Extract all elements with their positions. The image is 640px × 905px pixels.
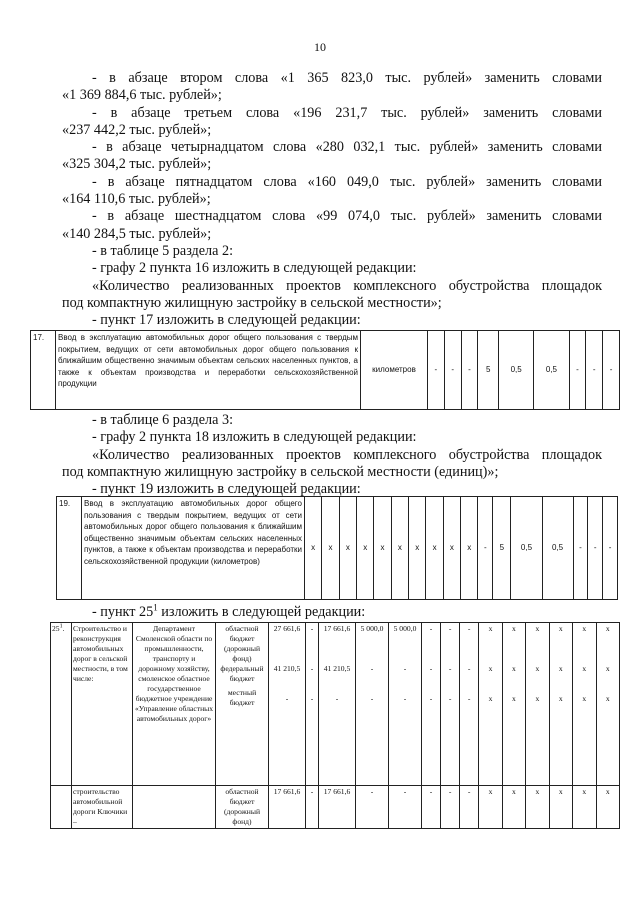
rest-col: - - - xyxy=(422,623,441,786)
rest-col: х х х xyxy=(573,623,596,786)
value-cell: 0,5 xyxy=(511,497,542,600)
rest-col: х х х xyxy=(502,623,525,786)
value-cell: x xyxy=(443,497,460,600)
value-cell: - xyxy=(478,497,493,600)
funding-sources xyxy=(216,623,269,786)
value-cell: 5 xyxy=(478,331,499,410)
rest-col: х х х xyxy=(479,623,502,786)
col1: - - - xyxy=(306,623,319,786)
paragraph-line: «237 442,2 тыс. рублей»; xyxy=(62,121,212,138)
table-row: строительство автомобильной дороги Ключики – областной бюджет (дорожный фонд) 17 661,6 - 17 661,6 - - - - - х х х х х х xyxy=(51,786,620,829)
table-row xyxy=(57,497,618,600)
table6-item-line: - пункт 19 изложить в следующей редакции: xyxy=(92,481,361,498)
rest-col: х х х xyxy=(549,623,572,786)
value-cell: x xyxy=(409,497,426,600)
source-name: федеральный бюджет xyxy=(220,664,264,683)
value-cell: - xyxy=(569,331,586,410)
rest-col: - - - xyxy=(460,623,479,786)
table5-item-line: - пункт 17 изложить в следующей редакции: xyxy=(92,312,361,329)
table6-paragraphs xyxy=(62,412,602,498)
value-cell: x xyxy=(391,497,408,600)
paragraph-line: «164 110,6 тыс. рублей»; xyxy=(62,191,211,208)
row-unit: километров xyxy=(361,331,428,410)
table-row xyxy=(31,331,620,410)
table-item-17 xyxy=(30,330,620,410)
value-cell: - xyxy=(603,497,618,600)
row-description: Ввод в эксплуатацию автомобильных дорог общего пользования с твердым покрытием, ведущих от сети автомобильных дорог общего пользования к ближайшим общественно значимым объектам сельских населенных пунктов, а также к объектам производства и переработки сельскохозяйственной продукции (километров) xyxy=(82,497,305,600)
value-cell: - xyxy=(573,497,588,600)
table6-quote-line: «Количество реализованных проектов комплексного обустройства площадок xyxy=(92,446,602,463)
value-cell: 0,5 xyxy=(534,331,569,410)
table6-graph-line: - графу 2 пункта 18 изложить в следующей редакции: xyxy=(92,429,417,446)
row-number: 17. xyxy=(31,331,56,410)
source-name: областной бюджет (дорожный фонд) xyxy=(223,624,261,663)
row-number: $25^1$. xyxy=(51,623,72,786)
row2-title: строительство автомобильной дороги Ключики – xyxy=(72,786,133,829)
table6-heading: - в таблице 6 раздела 3: xyxy=(92,412,234,428)
table-row xyxy=(51,623,620,786)
table-item-25-1 xyxy=(50,622,620,829)
row-executor: Департамент Смоленской области по промышленности, транспорту и дорожному хозяйству, смоленское областное государственное бюджетное учреждение «Управление областных автомобильных дорог» xyxy=(133,623,216,786)
col4: 5 000,0 - - xyxy=(389,623,422,786)
row-number: 19. xyxy=(57,497,82,600)
value-cell: 0,5 xyxy=(499,331,534,410)
col3: 5 000,0 - - xyxy=(356,623,389,786)
paragraph-line: «140 284,5 тыс. рублей»; xyxy=(62,225,212,242)
value-cell: 0,5 xyxy=(542,497,573,600)
value-cell: 5 xyxy=(493,497,511,600)
table5-quote-line: под компактную жилищную застройку в сельской местности»; xyxy=(62,294,442,311)
value-cell: x xyxy=(374,497,391,600)
source-name: местный бюджет xyxy=(227,688,257,707)
value-cell: x xyxy=(426,497,443,600)
item25-sup: 1 xyxy=(153,602,158,613)
table-item-19 xyxy=(56,496,618,600)
paragraph-line: - в абзаце втором слова «1 365 823,0 тыс. рублей» заменить словами xyxy=(92,70,602,86)
value-cell: - xyxy=(588,497,603,600)
col2: 17 661,6 41 210,5 - xyxy=(319,623,356,786)
item25-suffix: изложить в следующей редакции: xyxy=(157,604,366,620)
row-title: Строительство и реконструкция автомобильных дорог в сельской местности, в том числе: xyxy=(72,623,133,786)
row2-source: областной бюджет (дорожный фонд) xyxy=(216,786,269,829)
total-column: 27 661,6 41 210,5 - xyxy=(269,623,306,786)
paragraph-line: - в абзаце шестнадцатом слова «99 074,0 тыс. рублей» заменить словами xyxy=(92,208,602,225)
item25-line xyxy=(62,604,602,621)
item25-prefix: - пункт 25 xyxy=(92,604,154,620)
amendment-paragraphs xyxy=(62,70,602,329)
paragraph-line: - в абзаце третьем слова «196 231,7 тыс. рублей» заменить словами xyxy=(92,104,602,121)
value-cell: x xyxy=(339,497,356,600)
row-description: Ввод в эксплуатацию автомобильных дорог общего пользования с твердым покрытием, ведущих от сети автомобильных дорог общего пользования к ближайшим общественно значимым объектам сельских населенных пунктов, а также к объектам производства и переработки сельскохозяйственной продукции xyxy=(56,331,361,410)
table5-heading: - в таблице 5 раздела 2: xyxy=(92,242,234,259)
table6-quote-line: под компактную жилищную застройку в сельской местности (единиц)»; xyxy=(62,463,499,480)
value-cell: - xyxy=(461,331,478,410)
value-cell: x xyxy=(322,497,339,600)
value-cell: x xyxy=(357,497,374,600)
value-cell: - xyxy=(428,331,445,410)
value-cell: x xyxy=(305,497,322,600)
paragraph-line: «325 304,2 тыс. рублей»; xyxy=(62,156,212,173)
rest-col: - - - xyxy=(441,623,460,786)
value-cell: - xyxy=(603,331,620,410)
row2-total: 17 661,6 xyxy=(269,786,306,829)
rest-col: х х х xyxy=(526,623,549,786)
table5-graph-line: - графу 2 пункта 16 изложить в следующей редакции: xyxy=(92,260,417,277)
value-cell: - xyxy=(586,331,603,410)
paragraph-line: «1 369 884,6 тыс. рублей»; xyxy=(62,87,222,104)
paragraph-line: - в абзаце четырнадцатом слова «280 032,1 тыс. рублей» заменить словами xyxy=(92,139,602,156)
paragraph-line: - в абзаце пятнадцатом слова «160 049,0 тыс. рублей» заменить словами xyxy=(92,173,602,190)
rest-col: х х х xyxy=(596,623,620,786)
table5-quote-line: «Количество реализованных проектов комплексного обустройства площадок xyxy=(92,277,602,294)
value-cell: x xyxy=(461,497,478,600)
page-number: 10 xyxy=(314,40,326,54)
value-cell: - xyxy=(444,331,461,410)
